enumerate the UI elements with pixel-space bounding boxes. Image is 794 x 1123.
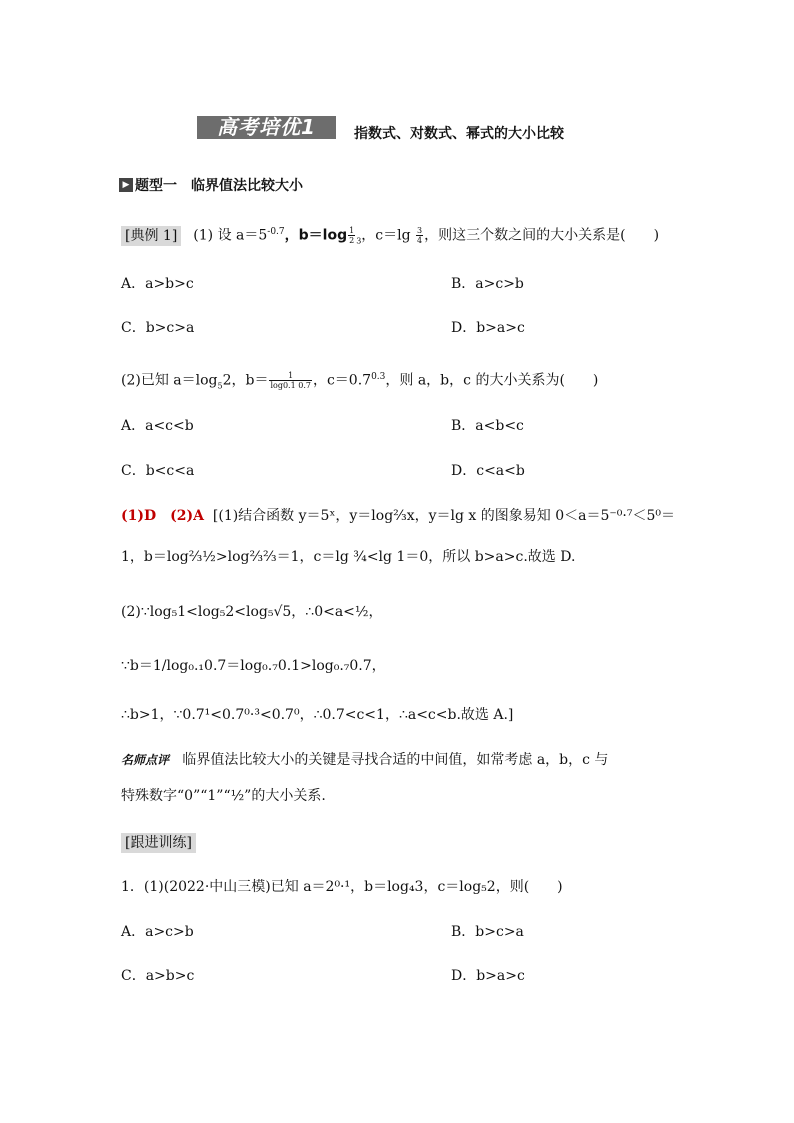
q1-frac2-den: 4 <box>417 236 423 246</box>
solution-line-3: (2)∵log₅1<log₅2<log₅√5，∴0<a<½， <box>121 604 383 620</box>
q2-text-a: (2)已知 a＝log <box>121 372 218 389</box>
practice-option-a: A．a>c>b <box>121 924 194 940</box>
q2-text-d: ，则 a，b，c 的大小关系为( ) <box>385 372 599 389</box>
q2-frac-num: 1 <box>269 371 311 381</box>
solution-line-4: ∵b＝1/log₀.₁0.7＝log₀.₇0.1>log₀.₇0.7， <box>121 658 386 674</box>
q1-text-b: ，b＝log <box>284 227 348 244</box>
q2-option-c: C．b<c<a <box>121 463 195 479</box>
solution-line-1 <box>121 506 675 526</box>
q2-option-d: D．c<a<b <box>451 463 525 479</box>
teacher-comment <box>121 750 608 770</box>
solution-line-5: ∴b>1，∵0.7¹<0.7⁰·³<0.7⁰，∴0.7<c<1，∴a<c<b.故选 A.] <box>121 707 514 723</box>
q1-exponent: -0.7 <box>267 227 285 237</box>
solution-text-1: [(1)结合函数 y＝5ˣ，y＝log⅔x，y＝lg x 的图象易知 0＜a＝5⁻⁰·⁷＜5⁰＝ <box>212 508 675 524</box>
q2-option-b: B．a<b<c <box>451 418 524 434</box>
q1-frac2-num: 3 <box>417 226 423 236</box>
q2-exponent: 0.3 <box>371 372 386 382</box>
q2-option-a: A．a<c<b <box>121 418 194 434</box>
example-q1 <box>121 222 659 251</box>
section-heading <box>119 175 303 195</box>
q2-frac-den: log0.1 0.7 <box>270 381 311 391</box>
q1-log-base: 3 <box>356 236 362 246</box>
solution-line-2: 1，b＝log⅔½>log⅔⅔＝1，c＝lg ¾<lg 1＝0，所以 b>a>c.故选 D. <box>121 549 576 565</box>
comment-line-2: 特殊数字“0”“1”“½”的大小关系. <box>121 788 326 804</box>
q1-option-d: D．b>a>c <box>451 320 525 336</box>
q2-text-c: ，c＝0.7 <box>312 372 372 389</box>
practice-tag: [跟进训练] <box>121 833 196 853</box>
q1-frac-den: 2 <box>349 236 355 246</box>
q2-text-b: 2，b＝ <box>222 372 269 389</box>
example-q2 <box>121 367 598 396</box>
practice-option-b: B．b>c>a <box>451 924 524 940</box>
answer-key: (1)D (2)A <box>121 508 204 524</box>
q1-text-a: (1) 设 a＝5 <box>193 227 268 244</box>
practice-heading <box>121 833 208 853</box>
q1-fraction-2 <box>416 226 423 245</box>
comment-text-1: 临界值法比较大小的关键是寻找合适的中间值，如常考虑 a，b，c 与 <box>182 752 609 768</box>
play-triangle-icon: ▶ <box>119 178 133 192</box>
q1-option-b: B．a>c>b <box>451 276 524 292</box>
q2-fraction <box>269 371 311 390</box>
practice-option-c: C．a>b>c <box>121 968 195 984</box>
example-tag: [典例 1] <box>121 226 181 246</box>
q1-text-d: ，则这三个数之间的大小关系是( ) <box>424 227 660 244</box>
practice-question: 1．(1)(2022·中山三模)已知 a＝2⁰·¹，b＝log₄3，c＝log₅2，则( ) <box>121 879 563 895</box>
chapter-title: 指数式、对数式、幂式的大小比较 <box>354 126 564 142</box>
q1-option-a: A．a>b>c <box>121 276 194 292</box>
practice-option-d: D．b>a>c <box>451 968 525 984</box>
q1-frac-num: 1 <box>349 226 355 236</box>
section-label: 题型一 临界值法比较大小 <box>135 178 303 194</box>
comment-label: 名师点评 <box>121 753 170 767</box>
q1-option-c: C．b>c>a <box>121 320 195 336</box>
q1-fraction <box>348 226 355 245</box>
chapter-badge: 高考培优1 <box>197 116 336 139</box>
q2-log-base: 5 <box>217 381 223 391</box>
q1-text-c: ，c＝lg <box>361 227 416 244</box>
